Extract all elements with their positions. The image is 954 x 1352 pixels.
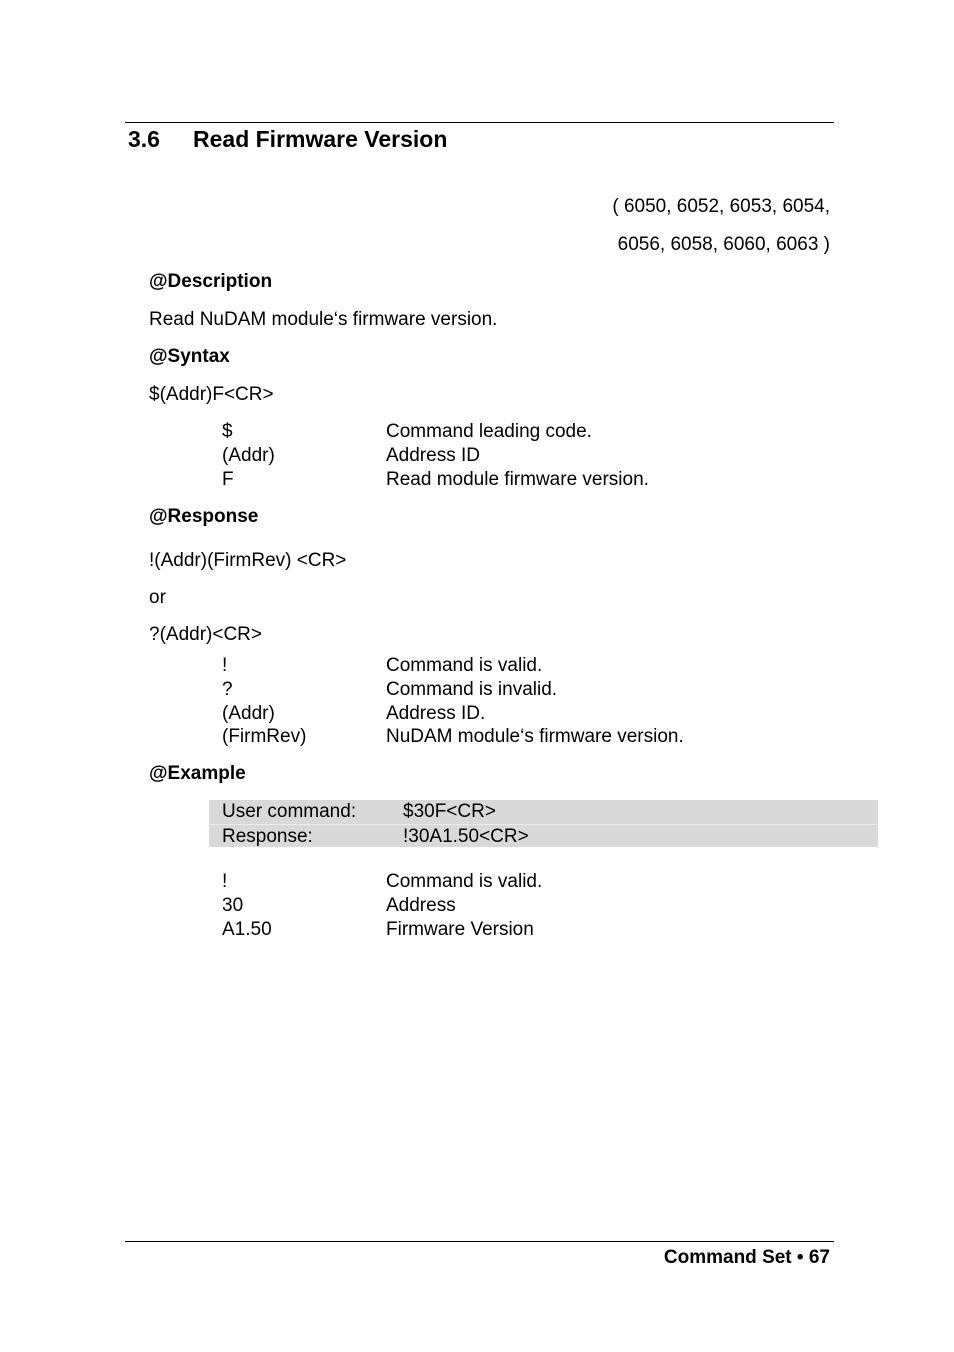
example-definitions [222, 870, 542, 941]
definition-text: NuDAM module‘s firmware version. [386, 726, 684, 748]
definition-row [222, 725, 684, 749]
example-value: $30F<CR> [403, 801, 496, 822]
example-key: Response: [222, 825, 313, 847]
example-key: User command: [222, 801, 357, 822]
description-text: Read NuDAM module‘s firmware version. [149, 309, 498, 330]
definition-row [222, 444, 649, 468]
supported-models-line-1: ( 6050, 6052, 6053, 6054, [612, 196, 830, 217]
definition-text: Command is valid. [386, 655, 543, 676]
definition-row [222, 420, 649, 444]
definition-row [222, 702, 684, 726]
page-number: 67 [808, 1247, 830, 1268]
syntax-label: @Syntax [149, 346, 230, 367]
response-or: or [149, 587, 166, 608]
header-rule [125, 122, 834, 123]
response-label: @Response [149, 506, 259, 527]
definition-text: Command is invalid. [386, 678, 558, 700]
example-row [209, 824, 878, 849]
definition-term: (Addr) [222, 702, 275, 724]
page-footer [664, 1247, 830, 1269]
example-label: @Example [149, 763, 246, 784]
definition-row [222, 678, 684, 702]
definition-row [222, 918, 542, 942]
response-invalid-format: ?(Addr)<CR> [149, 624, 262, 645]
section-title: Read Firmware Version [193, 126, 448, 152]
definition-text: Command leading code. [386, 421, 592, 442]
definition-row [222, 894, 542, 918]
definition-text: Command is valid. [386, 871, 543, 892]
footer-bullet: • [796, 1247, 804, 1268]
syntax-definitions [222, 420, 649, 491]
definition-term: (Addr) [222, 444, 275, 466]
definition-term: $ [222, 421, 233, 442]
definition-text: Firmware Version [386, 918, 534, 940]
response-definitions [222, 654, 684, 749]
definition-row [222, 468, 649, 492]
example-row [209, 800, 878, 824]
definition-text: Read module firmware version. [386, 468, 649, 490]
definition-term: (FirmRev) [222, 726, 307, 748]
definition-row [222, 654, 684, 678]
example-value: !30A1.50<CR> [403, 825, 529, 847]
section-number: 3.6 [128, 126, 160, 152]
definition-term: F [222, 468, 234, 490]
footer-rule [125, 1241, 834, 1242]
definition-term: A1.50 [222, 918, 272, 940]
definition-term: ! [222, 871, 228, 892]
definition-row [222, 870, 542, 894]
syntax-command: $(Addr)F<CR> [149, 384, 274, 405]
definition-text: Address ID. [386, 702, 486, 724]
definition-text: Address [386, 894, 456, 916]
definition-text: Address ID [386, 444, 480, 466]
supported-models-line-2: 6056, 6058, 6060, 6063 ) [617, 234, 830, 255]
example-box [209, 800, 878, 847]
description-label: @Description [149, 271, 273, 292]
definition-term: ? [222, 678, 233, 700]
response-valid-format: !(Addr)(FirmRev) <CR> [149, 550, 347, 571]
definition-term: 30 [222, 894, 244, 916]
footer-chapter: Command Set [663, 1247, 792, 1268]
definition-term: ! [222, 655, 228, 676]
